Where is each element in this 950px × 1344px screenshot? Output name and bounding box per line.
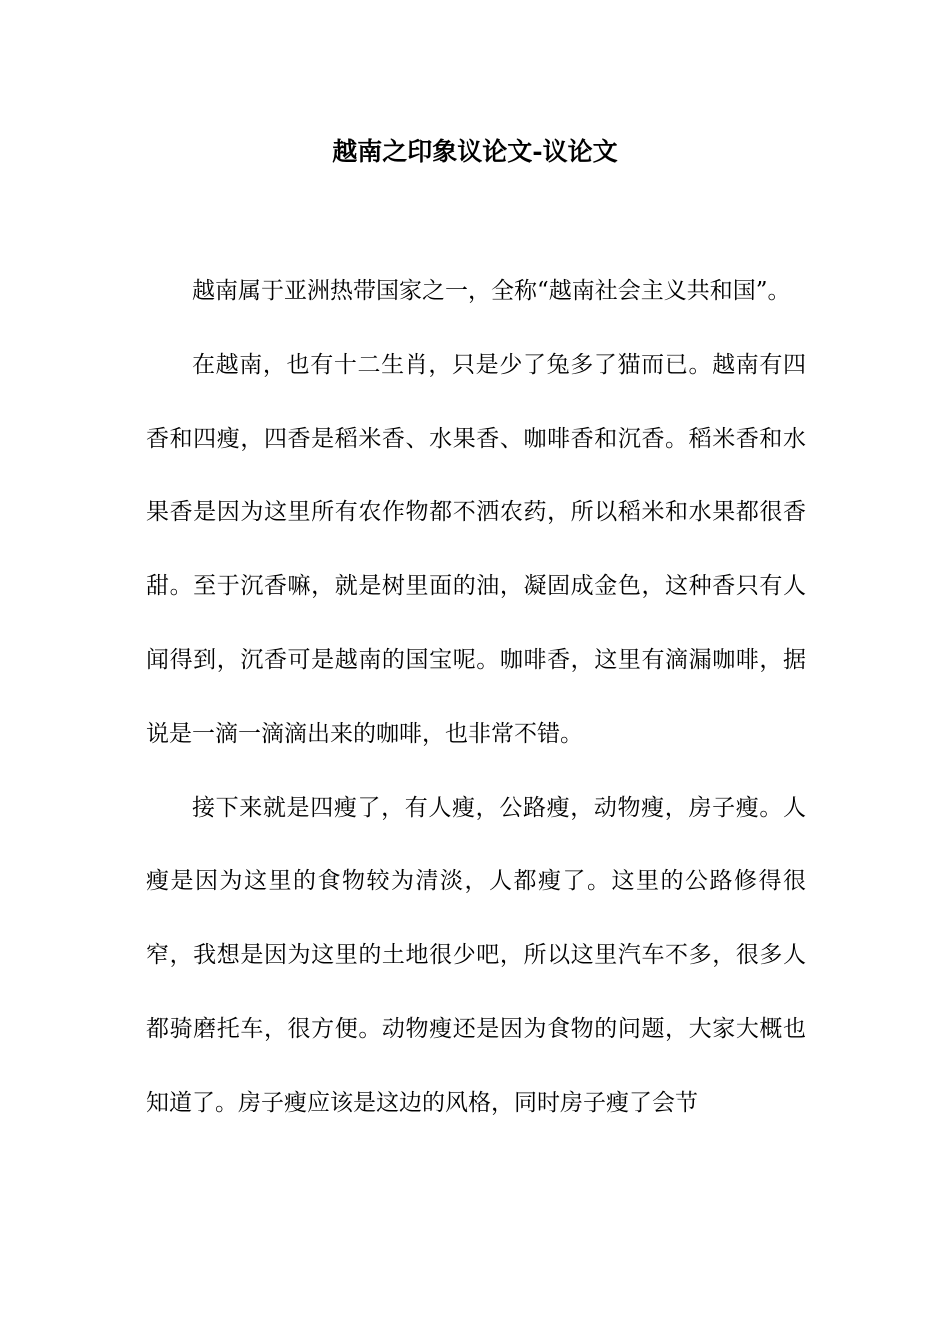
document-title: 越南之印象议论文-议论文 — [332, 137, 618, 166]
document-body — [146, 255, 806, 1141]
paragraph-1: 越南属于亚洲热带国家之一，全称“越南社会主义共和国”。 — [192, 278, 791, 304]
paragraph-2: 在越南，也有十二生肖，只是少了兔多了猫而已。越南有四香和四瘦，四香是稻米香、水果香、咖啡香和沉香。稻米香和水果香是因为这里所有农作物都不洒农药，所以稻米和水果都很香甜。至于沉香嘛，就是树里面的油，凝固成金色，这种香只有人闻得到，沉香可是越南的国宝呢。咖啡香，这里有滴漏咖啡，据说是一滴一滴滴出来的咖啡，也非常不错。 — [146, 351, 806, 747]
paragraph-3: 接下来就是四瘦了，有人瘦，公路瘦，动物瘦，房子瘦。人瘦是因为这里的食物较为清淡，人都瘦了。这里的公路修得很窄，我想是因为这里的土地很少吧，所以这里汽车不多，很多人都骑磨托车，很方便。动物瘦还是因为食物的问题，大家大概也知道了。房子瘦应该是这边的风格，同时房子瘦了会节 — [146, 794, 806, 1116]
